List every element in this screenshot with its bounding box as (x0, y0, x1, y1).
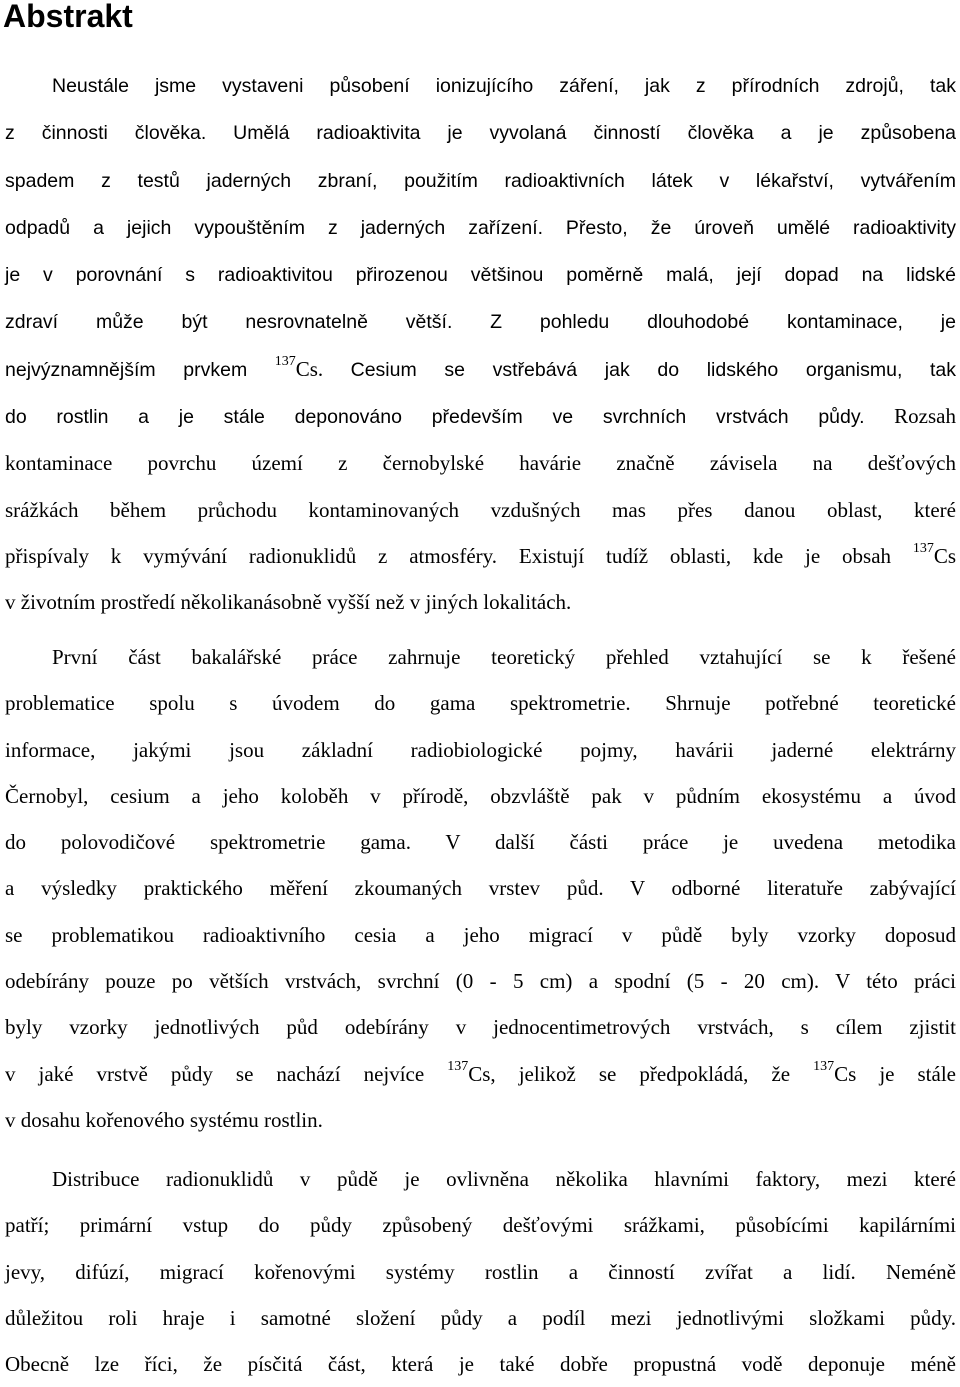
abstract-paragraph-2 (5, 634, 956, 1143)
text-run: se problematikou radioaktivního cesia a jeho migrací v půdě byly vzorky doposud (5, 922, 956, 947)
text-line (5, 487, 956, 533)
text-run: V odborné literatuře zabývající (630, 876, 956, 901)
text-line (5, 393, 956, 440)
text-line (5, 1004, 956, 1050)
text-line (5, 1295, 956, 1341)
text-line (5, 1051, 956, 1097)
text-run: Černobyl, cesium a jeho koloběh v přírodě, obzvláště pak v půdním ekosystému a úvod (5, 783, 956, 808)
abstract-paragraph-3 (5, 1156, 956, 1387)
text-run: do rostlin a je stále deponováno především ve svrchních vrstvách půdy. (5, 406, 865, 429)
text-line (5, 1156, 956, 1202)
text-run: odebírány pouze po větších vrstvách, svrchní (0 - 5 cm) a spodní (5 - 20 cm). (5, 969, 820, 994)
text-run: Neméně (886, 1259, 956, 1284)
text-line (5, 204, 956, 251)
text-run: důležitou roli hraje i samotné složení půdy a podíl mezi jednotlivými složkami půdy. (5, 1305, 956, 1330)
text-run: Cesium se vstřebává jak do lidského organismu, tak (350, 358, 957, 381)
text-run: První část bakalářské práce zahrnuje teoretický přehled vztahující se k řešené (52, 645, 956, 669)
text-run: Přesto, že úroveň umělé radioaktivity (565, 216, 957, 239)
abstract-paragraph-1 (5, 62, 956, 626)
text-line (5, 865, 956, 911)
text-run: spadem z testů jaderných zbraní, použitím radioaktivních látek v lékařství, vytvářením (5, 169, 956, 192)
text-run: Rozsah (894, 404, 956, 429)
text-run: v jaké vrstvě půdy se nachází nejvíce (5, 1061, 425, 1086)
superscript: 137 (274, 353, 296, 369)
text-run: Distribuce radionuklidů v půdě je ovlivněna několika hlavními faktory, mezi které (52, 1167, 956, 1191)
text-run: je v porovnání s radioaktivitou přirozenou většinou poměrně malá, její dopad na lidské (5, 264, 956, 287)
text-run: přispívaly k vymývání radionuklidů z atmosféry. (5, 543, 498, 568)
text-line (5, 912, 956, 958)
text-line (5, 579, 956, 625)
superscript: 137 (447, 1058, 469, 1074)
text-run: byly vzorky jednotlivých půd odebírány v jednocentimetrových vrstvách, s cílem zjistit (5, 1015, 956, 1040)
text-run: Obecně lze říci, že písčitá část, která je také dobře propustná vodě deponuje méně (5, 1352, 956, 1377)
text-line (5, 440, 956, 486)
text-run: V další části práce je uvedena metodika (445, 830, 957, 855)
text-line (5, 251, 956, 298)
text-run: v dosahu kořenového systému rostlin. (5, 1107, 323, 1132)
text-line (5, 819, 956, 865)
text-line (5, 533, 956, 579)
superscript: 137 (813, 1058, 835, 1074)
text-run: z činnosti člověka. (5, 122, 207, 145)
text-run: Cs je stále (834, 1061, 956, 1086)
text-run: V této práci (835, 969, 957, 994)
text-run: patří; primární vstup do půdy způsobený dešťovými srážkami, působícími kapilárními (5, 1213, 956, 1238)
text-line (5, 1249, 956, 1295)
text-run: Cs. (295, 356, 324, 381)
text-run: informace, jakými jsou základní radiobiologické pojmy, havárii jaderné elektrárny (5, 737, 956, 762)
text-line (5, 1341, 956, 1387)
text-run: Umělá radioaktivita je vyvolaná činností člověka a je způsobena (233, 122, 957, 145)
text-line (5, 62, 956, 109)
text-run: v životním prostředí několikanásobně vyšší než v jiných lokalitách. (5, 590, 572, 615)
text-run: kontaminace povrchu území z černobylské havárie značně závisela na dešťových (5, 451, 956, 476)
text-run: a výsledky praktického měření zkoumaných vrstev půd. (5, 876, 604, 901)
text-line (5, 680, 956, 726)
text-run: srážkách během průchodu kontaminovaných vzdušných mas přes danou oblast, které (5, 497, 956, 522)
page-title: Abstrakt (3, 0, 133, 34)
text-line (5, 727, 956, 773)
text-run: jevy, difúzí, migrací kořenovými systémy rostlin a činností zvířat a lidí. (5, 1259, 856, 1284)
text-line (5, 109, 956, 156)
text-run: problematice spolu s úvodem do gama spektrometrie. (5, 691, 631, 716)
text-run: zdraví může být nesrovnatelně větší. (5, 311, 453, 334)
text-line (5, 1202, 956, 1248)
text-run: Neustále jsme vystaveni působení ionizujícího záření, jak z přírodních zdrojů, tak (52, 75, 956, 97)
text-line (5, 773, 956, 819)
text-run: nejvýznamnějším prvkem (5, 358, 248, 381)
text-line (5, 958, 956, 1004)
text-line (5, 298, 956, 345)
text-run: Cs, jelikož se předpokládá, že (468, 1061, 791, 1086)
text-run: odpadů a jejich vypouštěním z jaderných zařízení. (5, 216, 544, 239)
text-line (5, 634, 956, 680)
text-run: Shrnuje potřebné teoretické (665, 691, 957, 716)
text-line (5, 346, 956, 393)
text-run: do polovodičové spektrometrie gama. (5, 830, 411, 855)
text-line (5, 157, 956, 204)
text-run: Existují tudíž oblasti, kde je obsah (518, 543, 892, 568)
text-run: Cs (933, 543, 957, 568)
text-run: Z pohledu dlouhodobé kontaminace, je (490, 311, 956, 334)
text-line (5, 1097, 956, 1143)
superscript: 137 (912, 540, 934, 556)
